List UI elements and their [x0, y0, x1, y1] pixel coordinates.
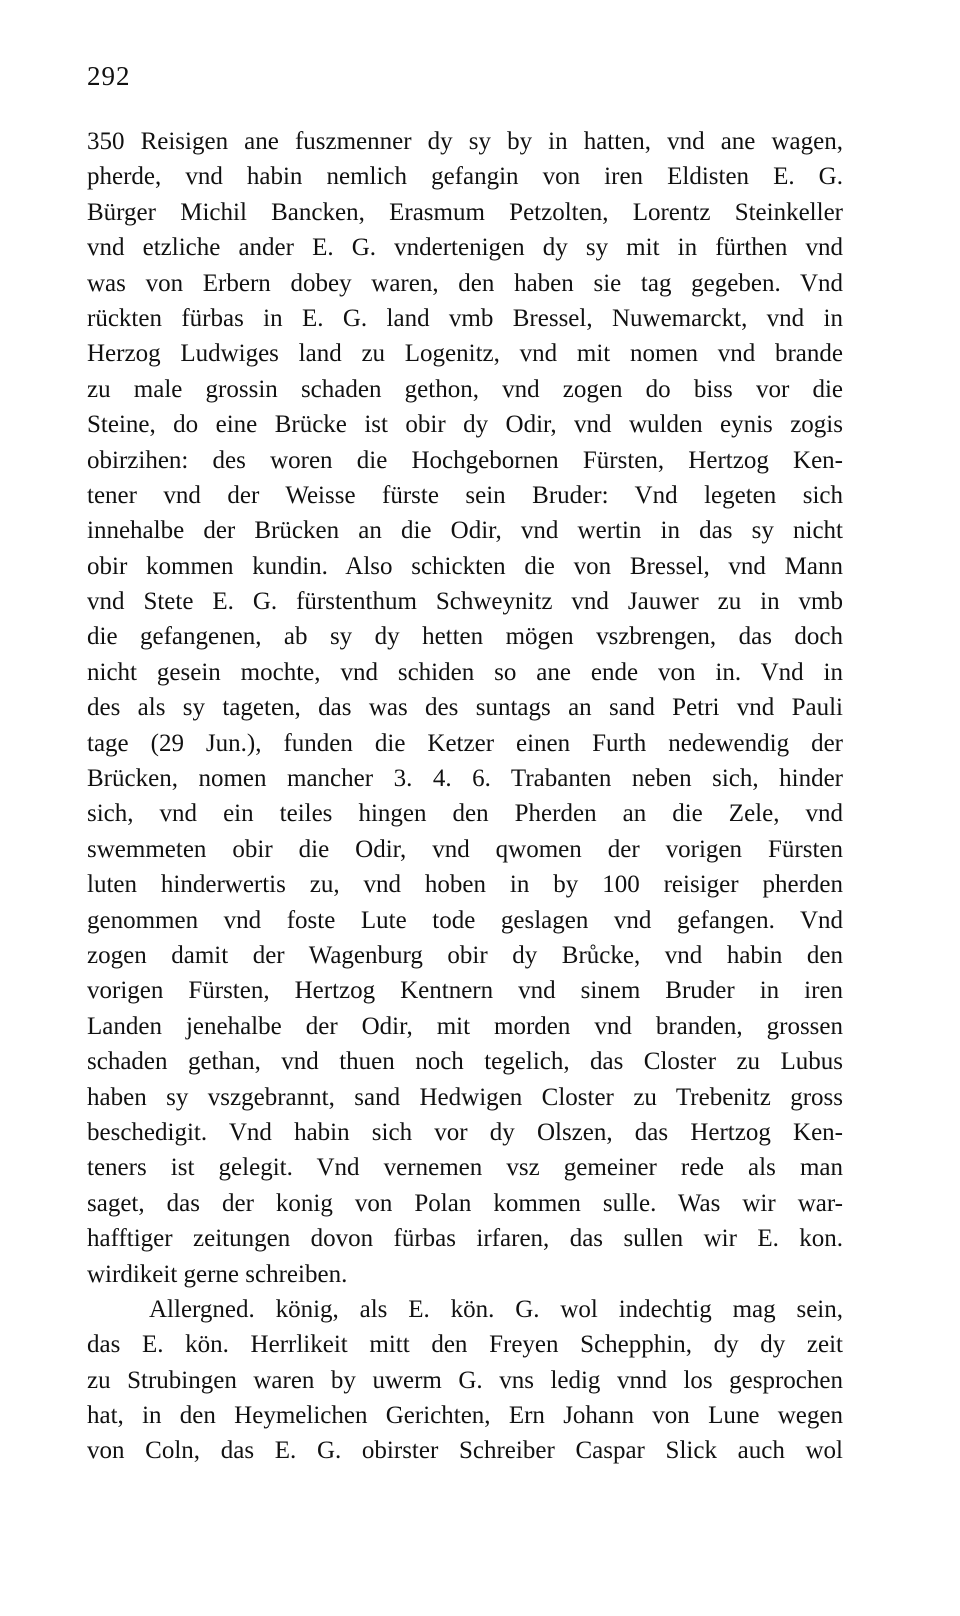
paragraph-end-line: wirdikeit gerne schreiben. — [87, 1260, 348, 1288]
text-line: zu Strubingen waren by uwerm G. vns ledig vnnd los gesprochen — [87, 1366, 843, 1394]
text-line: innehalbe der Brücken an die Odir, vnd wertin in das sy nicht — [87, 517, 843, 545]
text-line: sich, vnd ein teiles hingen den Pherden an die Zele, vnd — [87, 800, 843, 828]
text-line: Bürger Michil Bancken, Erasmum Petzolten, Lorentz Steinkeller — [87, 198, 843, 226]
text-line: tage (29 Jun.), funden die Ketzer einen Furth nedewendig der — [87, 729, 843, 757]
text-line: luten hinderwertis zu, vnd hoben in by 100 reisiger pherden — [87, 871, 843, 899]
paragraph-start-line: Allergned. könig, als E. kön. G. wol indechtig mag sein, — [149, 1295, 843, 1323]
text-line: Landen jenehalbe der Odir, mit morden vnd branden, grossen — [87, 1012, 843, 1040]
text-line: beschedigit. Vnd habin sich vor dy Olszen, das Hertzog Ken- — [87, 1118, 843, 1146]
text-line: nicht gesein mochte, vnd schiden so ane ende von in. Vnd in — [87, 658, 843, 686]
text-line: obir kommen kundin. Also schickten die von Bressel, vnd Mann — [87, 552, 843, 580]
text-line: schaden gethan, vnd thuen noch tegelich, das Closter zu Lubus — [87, 1048, 843, 1076]
text-line: saget, das der konig von Polan kommen sulle. Was wir war- — [87, 1189, 843, 1217]
text-line: vorigen Fürsten, Hertzog Kentnern vnd sinem Bruder in iren — [87, 977, 843, 1005]
text-line: des als sy tageten, das was des suntags an sand Petri vnd Pauli — [87, 694, 843, 722]
text-line: haben sy vszgebrannt, sand Hedwigen Closter zu Trebenitz gross — [87, 1083, 843, 1111]
text-line: vnd Stete E. G. fürstenthum Schweynitz vnd Jauwer zu in vmb — [87, 588, 843, 616]
text-line: zogen damit der Wagenburg obir dy Brůcke, vnd habin den — [87, 941, 843, 969]
text-line: zu male grossin schaden gethon, vnd zogen do biss vor die — [87, 375, 843, 403]
text-line: pherde, vnd habin nemlich gefangin von iren Eldisten E. G. — [87, 163, 843, 191]
text-line: tener vnd der Weisse fürste sein Bruder: Vnd legeten sich — [87, 481, 843, 509]
text-line: rückten fürbas in E. G. land vmb Bressel, Nuwemarckt, vnd in — [87, 304, 843, 332]
text-line: hafftiger zeitungen dovon fürbas irfaren, das sullen wir E. kon. — [87, 1225, 843, 1253]
text-line: teners ist gelegit. Vnd vernemen vsz gemeiner rede als man — [87, 1154, 843, 1182]
text-line: genommen vnd foste Lute tode geslagen vnd gefangen. Vnd — [87, 906, 843, 934]
text-line: die gefangenen, ab sy dy hetten mögen vszbrengen, das doch — [87, 623, 843, 651]
text-line: swemmeten obir die Odir, vnd qwomen der vorigen Fürsten — [87, 835, 843, 863]
text-line: Brücken, nomen mancher 3. 4. 6. Trabanten neben sich, hinder — [87, 765, 843, 793]
text-line: vnd etzliche ander E. G. vndertenigen dy sy mit in fürthen vnd — [87, 234, 843, 262]
text-line: Steine, do eine Brücke ist obir dy Odir, vnd wulden eynis zogis — [87, 411, 843, 439]
text-line: von Coln, das E. G. obirster Schreiber Caspar Slick auch wol — [87, 1437, 843, 1465]
page-number: 292 — [87, 61, 131, 91]
text-line: obirzihen: des woren die Hochgebornen Fürsten, Hertzog Ken- — [87, 446, 843, 474]
text-line: das E. kön. Herrlikeit mitt den Freyen Schepphin, dy dy zeit — [87, 1331, 843, 1359]
text-line: was von Erbern dobey waren, den haben sie tag gegeben. Vnd — [87, 269, 843, 297]
text-line: 350 Reisigen ane fuszmenner dy sy by in hatten, vnd ane wagen, — [87, 128, 843, 155]
text-line: Herzog Ludwiges land zu Logenitz, vnd mit nomen vnd brande — [87, 340, 843, 368]
body-text — [87, 124, 843, 1469]
text-line: hat, in den Heymelichen Gerichten, Ern Johann von Lune wegen — [87, 1402, 843, 1430]
